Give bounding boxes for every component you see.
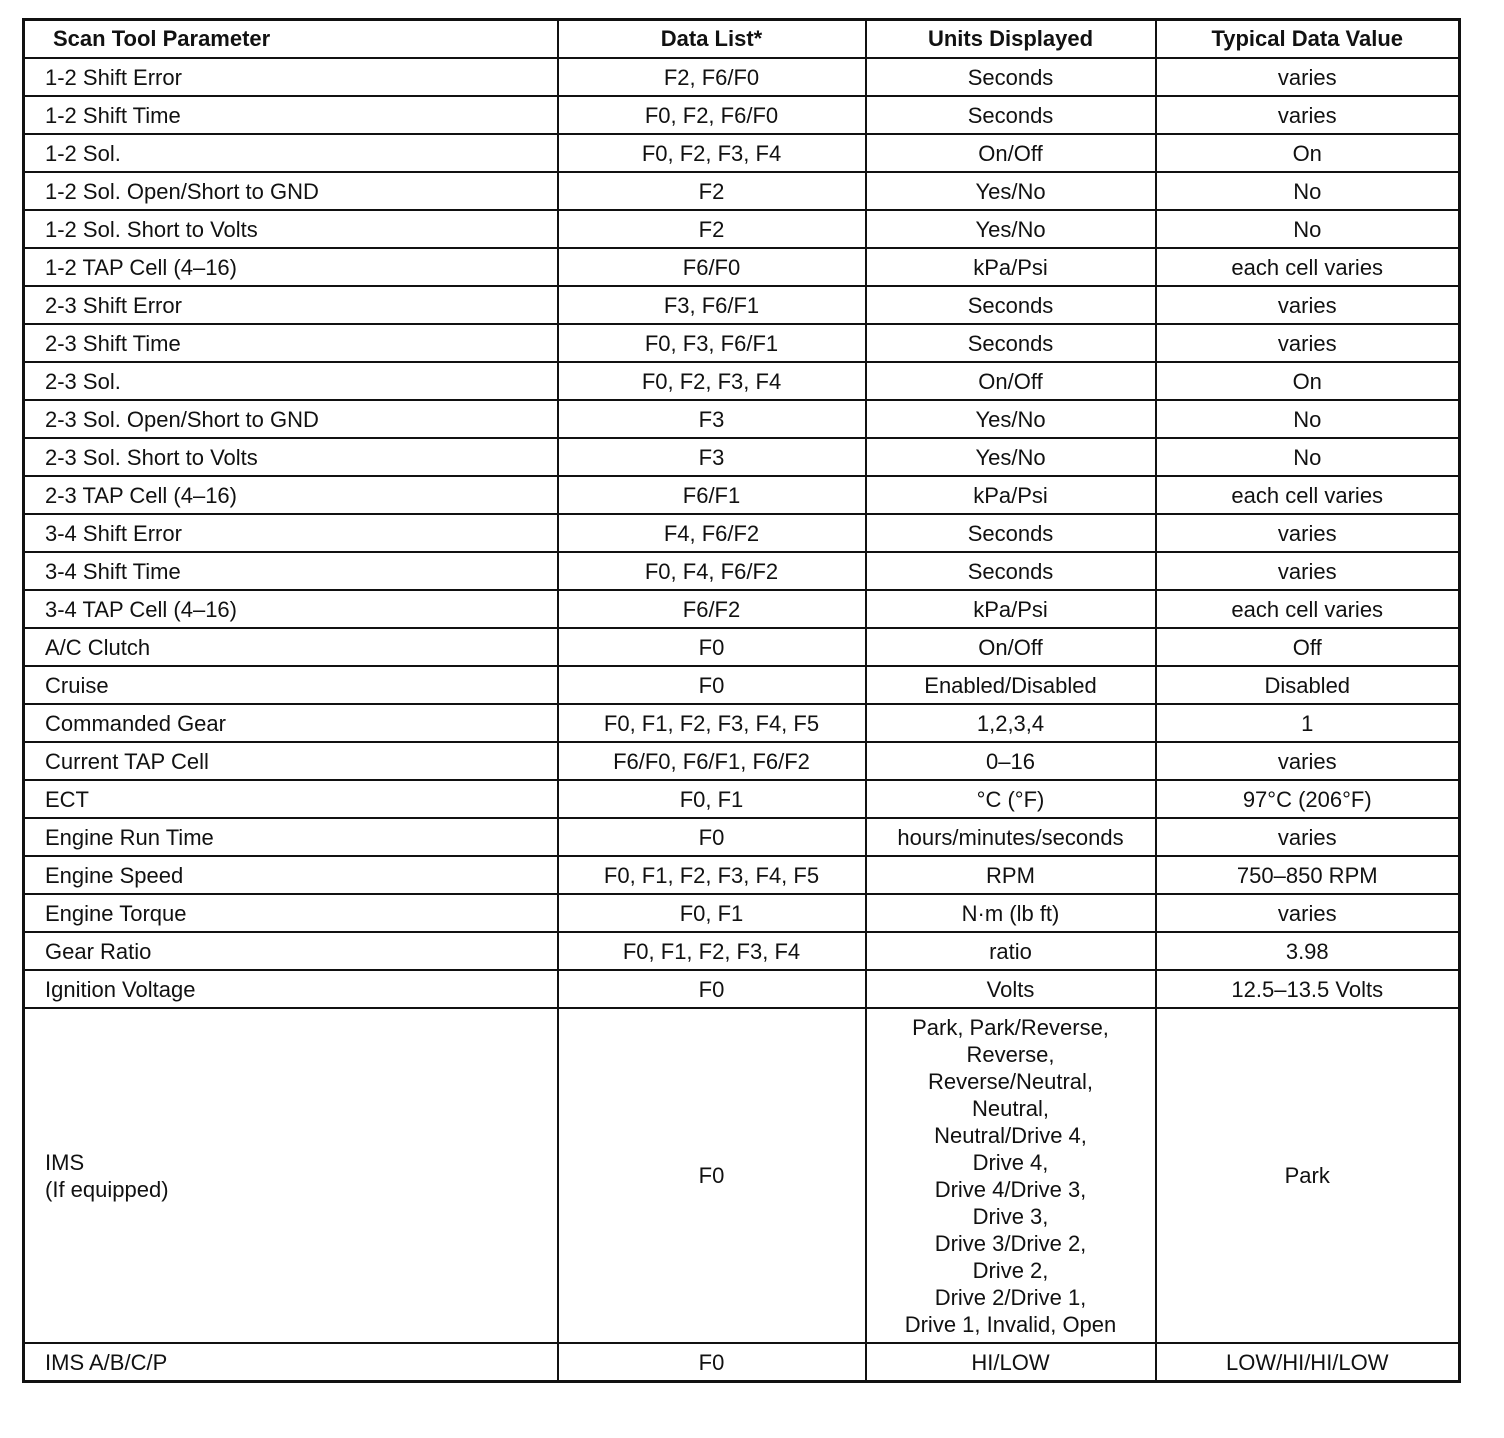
cell-data-list-text: F0 xyxy=(698,672,725,698)
cell-typical-value-text: each cell varies xyxy=(1231,254,1384,280)
cell-data-list xyxy=(558,590,866,628)
cell-parameter-text: 2-3 Shift Time xyxy=(45,330,181,356)
cell-units-text: Park, Park/Reverse, Reverse, Reverse/Neutral, Neutral, Neutral/Drive 4, Drive 4, Drive 4/Drive 3, Drive 3, Drive 3/Drive 2, Drive 2, Drive 2/Drive 1, Drive 1, Invalid, Open xyxy=(904,1014,1117,1337)
cell-units-text: On/Off xyxy=(978,140,1043,166)
cell-data-list xyxy=(558,210,866,248)
cell-typical-value-text: Park xyxy=(1284,1163,1330,1188)
cell-units-text: On/Off xyxy=(978,634,1043,660)
cell-data-list xyxy=(558,438,866,476)
cell-typical-value-text: 97°C (206°F) xyxy=(1242,786,1372,812)
cell-parameter-text: Current TAP Cell xyxy=(45,748,209,774)
table-row xyxy=(24,1343,1460,1382)
cell-parameter-text: A/C Clutch xyxy=(45,634,151,660)
cell-data-list xyxy=(558,970,866,1008)
cell-units xyxy=(866,210,1156,248)
cell-typical-value-text: No xyxy=(1293,216,1322,242)
cell-typical-value-text: Off xyxy=(1292,634,1322,660)
cell-parameter-text: 1-2 TAP Cell (4–16) xyxy=(45,254,237,280)
cell-data-list-text: F0, F3, F6/F1 xyxy=(644,330,779,356)
cell-units-text: 0–16 xyxy=(986,748,1035,774)
cell-data-list-text: F6/F2 xyxy=(682,596,741,622)
cell-units xyxy=(866,96,1156,134)
cell-typical-value xyxy=(1156,248,1460,286)
header-typical-data-value: Typical Data Value xyxy=(1156,20,1460,59)
cell-typical-value xyxy=(1156,780,1460,818)
cell-parameter xyxy=(24,58,558,96)
cell-typical-value xyxy=(1156,742,1460,780)
table-header-row xyxy=(24,20,1460,59)
table-row xyxy=(24,96,1460,134)
cell-data-list xyxy=(558,666,866,704)
cell-units xyxy=(866,362,1156,400)
cell-parameter-text: 2-3 TAP Cell (4–16) xyxy=(45,482,237,508)
cell-units-text: RPM xyxy=(986,862,1035,888)
cell-typical-value xyxy=(1156,210,1460,248)
cell-typical-value xyxy=(1156,590,1460,628)
cell-typical-value xyxy=(1156,704,1460,742)
cell-data-list xyxy=(558,96,866,134)
cell-typical-value xyxy=(1156,134,1460,172)
cell-typical-value-text: varies xyxy=(1277,900,1337,926)
cell-units xyxy=(866,704,1156,742)
cell-typical-value xyxy=(1156,1343,1460,1382)
cell-typical-value-text: No xyxy=(1293,444,1322,470)
cell-units-text: 1,2,3,4 xyxy=(976,710,1045,736)
cell-typical-value xyxy=(1156,324,1460,362)
cell-units xyxy=(866,666,1156,704)
cell-parameter xyxy=(24,590,558,628)
table-row xyxy=(24,514,1460,552)
cell-units-text: ratio xyxy=(989,938,1032,964)
cell-data-list xyxy=(558,248,866,286)
cell-units xyxy=(866,438,1156,476)
cell-parameter xyxy=(24,970,558,1008)
cell-data-list-text: F0, F2, F6/F0 xyxy=(644,102,779,128)
cell-typical-value xyxy=(1156,172,1460,210)
cell-parameter xyxy=(24,742,558,780)
cell-typical-value-text: Disabled xyxy=(1264,672,1351,698)
cell-parameter-text: 2-3 Sol. Open/Short to GND xyxy=(45,406,319,432)
cell-data-list xyxy=(558,1343,866,1382)
cell-data-list xyxy=(558,1008,866,1343)
cell-data-list-text: F6/F0 xyxy=(682,254,741,280)
cell-units xyxy=(866,172,1156,210)
cell-data-list xyxy=(558,286,866,324)
table-row xyxy=(24,286,1460,324)
cell-typical-value xyxy=(1156,552,1460,590)
cell-units xyxy=(866,400,1156,438)
cell-data-list-text: F0, F4, F6/F2 xyxy=(644,558,779,584)
cell-parameter-text: 1-2 Shift Time xyxy=(45,102,181,128)
cell-parameter xyxy=(24,932,558,970)
table-row xyxy=(24,134,1460,172)
cell-data-list xyxy=(558,894,866,932)
table-row xyxy=(24,894,1460,932)
cell-parameter xyxy=(24,438,558,476)
cell-units xyxy=(866,552,1156,590)
cell-data-list-text: F3, F6/F1 xyxy=(663,292,760,318)
cell-units-text: kPa/Psi xyxy=(973,596,1048,622)
cell-units xyxy=(866,248,1156,286)
cell-data-list xyxy=(558,324,866,362)
cell-units xyxy=(866,324,1156,362)
cell-data-list-text: F0 xyxy=(698,1163,725,1188)
cell-typical-value xyxy=(1156,856,1460,894)
header-scan-tool-parameter: Scan Tool Parameter xyxy=(24,20,558,59)
cell-units-text: Yes/No xyxy=(975,406,1046,432)
cell-parameter-text: Gear Ratio xyxy=(45,938,152,964)
cell-parameter-text: 1-2 Sol. Short to Volts xyxy=(45,216,258,242)
table-row xyxy=(24,58,1460,96)
cell-units-text: hours/minutes/seconds xyxy=(897,824,1124,850)
cell-typical-value xyxy=(1156,400,1460,438)
cell-typical-value-text: 750–850 RPM xyxy=(1236,862,1378,888)
cell-typical-value-text: varies xyxy=(1277,824,1337,850)
cell-typical-value-text: 3.98 xyxy=(1285,938,1329,964)
cell-parameter-text: Ignition Voltage xyxy=(45,976,196,1002)
cell-units xyxy=(866,286,1156,324)
cell-typical-value xyxy=(1156,96,1460,134)
cell-data-list xyxy=(558,856,866,894)
cell-units-text: Seconds xyxy=(967,330,1054,356)
cell-typical-value-text: On xyxy=(1292,368,1322,394)
cell-units xyxy=(866,58,1156,96)
cell-units xyxy=(866,894,1156,932)
cell-units-text: kPa/Psi xyxy=(973,482,1048,508)
cell-parameter xyxy=(24,172,558,210)
cell-data-list-text: F0, F1 xyxy=(679,900,744,926)
cell-data-list xyxy=(558,552,866,590)
cell-data-list-text: F2 xyxy=(698,178,725,204)
cell-units xyxy=(866,780,1156,818)
cell-typical-value xyxy=(1156,438,1460,476)
cell-typical-value-text: varies xyxy=(1277,64,1337,90)
cell-data-list-text: F0, F1, F2, F3, F4, F5 xyxy=(603,710,820,736)
cell-parameter-text: ECT xyxy=(45,786,89,812)
cell-typical-value xyxy=(1156,362,1460,400)
cell-data-list-text: F2, F6/F0 xyxy=(663,64,760,90)
cell-data-list-text: F0, F1, F2, F3, F4, F5 xyxy=(603,862,820,888)
cell-parameter-text: IMS A/B/C/P xyxy=(45,1349,168,1375)
cell-units-text: kPa/Psi xyxy=(973,254,1048,280)
cell-data-list-text: F0 xyxy=(698,634,725,660)
cell-typical-value xyxy=(1156,970,1460,1008)
cell-data-list xyxy=(558,514,866,552)
cell-parameter-text: 1-2 Shift Error xyxy=(45,64,182,90)
cell-parameter-text: Engine Torque xyxy=(45,900,187,926)
table-row xyxy=(24,476,1460,514)
cell-units xyxy=(866,628,1156,666)
cell-data-list-text: F0 xyxy=(698,976,725,1002)
cell-data-list-text: F0, F2, F3, F4 xyxy=(641,140,782,166)
cell-parameter xyxy=(24,324,558,362)
cell-typical-value xyxy=(1156,932,1460,970)
cell-units xyxy=(866,476,1156,514)
cell-parameter xyxy=(24,96,558,134)
cell-data-list-text: F0, F2, F3, F4 xyxy=(641,368,782,394)
cell-parameter-text: 2-3 Shift Error xyxy=(45,292,182,318)
cell-typical-value-text: 1 xyxy=(1301,710,1314,736)
table-row xyxy=(24,970,1460,1008)
table-row xyxy=(24,932,1460,970)
cell-typical-value-text: each cell varies xyxy=(1231,482,1384,508)
table-row xyxy=(24,590,1460,628)
cell-parameter-text: 2-3 Sol. xyxy=(45,368,121,394)
table-row xyxy=(24,552,1460,590)
table-row xyxy=(24,628,1460,666)
cell-typical-value-text: No xyxy=(1293,406,1322,432)
cell-typical-value xyxy=(1156,666,1460,704)
cell-units-text: On/Off xyxy=(978,368,1043,394)
cell-typical-value xyxy=(1156,894,1460,932)
cell-units xyxy=(866,970,1156,1008)
cell-data-list-text: F3 xyxy=(698,444,725,470)
cell-parameter-text: 1-2 Sol. xyxy=(45,140,121,166)
table-row xyxy=(24,666,1460,704)
cell-typical-value-text: On xyxy=(1292,140,1322,166)
table-row xyxy=(24,400,1460,438)
cell-parameter-text: 3-4 Shift Time xyxy=(45,558,181,584)
cell-units xyxy=(866,1008,1156,1343)
cell-data-list xyxy=(558,780,866,818)
cell-parameter xyxy=(24,400,558,438)
cell-typical-value-text: LOW/HI/HI/LOW xyxy=(1225,1349,1389,1375)
scan-tool-data-table xyxy=(22,18,1461,1383)
cell-parameter-text: Engine Speed xyxy=(45,862,184,888)
cell-data-list-text: F6/F0, F6/F1, F6/F2 xyxy=(613,748,810,774)
cell-units xyxy=(866,818,1156,856)
cell-data-list-text: F4, F6/F2 xyxy=(663,520,760,546)
cell-typical-value-text: varies xyxy=(1277,520,1337,546)
cell-typical-value-text: varies xyxy=(1277,292,1337,318)
cell-parameter xyxy=(24,704,558,742)
cell-units-text: Yes/No xyxy=(975,444,1046,470)
cell-data-list-text: F0, F1 xyxy=(679,786,744,812)
cell-parameter xyxy=(24,666,558,704)
cell-parameter xyxy=(24,476,558,514)
cell-parameter xyxy=(24,552,558,590)
cell-typical-value-text: varies xyxy=(1277,330,1337,356)
cell-typical-value-text: varies xyxy=(1277,748,1337,774)
cell-data-list-text: F0, F1, F2, F3, F4 xyxy=(622,938,801,964)
cell-units xyxy=(866,1343,1156,1382)
cell-parameter-text: IMS (If equipped) xyxy=(45,1149,169,1202)
cell-units xyxy=(866,856,1156,894)
table-row xyxy=(24,248,1460,286)
cell-parameter xyxy=(24,818,558,856)
cell-units-text: N·m (lb ft) xyxy=(961,900,1060,926)
cell-typical-value-text: 12.5–13.5 Volts xyxy=(1231,976,1384,1002)
cell-data-list-text: F3 xyxy=(698,406,725,432)
cell-parameter xyxy=(24,210,558,248)
cell-typical-value-text: varies xyxy=(1277,102,1337,128)
cell-parameter xyxy=(24,780,558,818)
cell-parameter xyxy=(24,134,558,172)
cell-parameter xyxy=(24,894,558,932)
cell-parameter xyxy=(24,248,558,286)
cell-units xyxy=(866,742,1156,780)
cell-data-list xyxy=(558,476,866,514)
cell-units xyxy=(866,514,1156,552)
cell-units-text: Yes/No xyxy=(975,216,1046,242)
cell-data-list-text: F0 xyxy=(698,824,725,850)
cell-typical-value xyxy=(1156,628,1460,666)
table-row xyxy=(24,362,1460,400)
cell-units-text: Seconds xyxy=(967,64,1054,90)
cell-data-list xyxy=(558,628,866,666)
cell-data-list xyxy=(558,362,866,400)
cell-units-text: Seconds xyxy=(967,102,1054,128)
cell-typical-value-text: No xyxy=(1293,178,1322,204)
cell-units-text: Enabled/Disabled xyxy=(924,672,1097,698)
cell-typical-value xyxy=(1156,476,1460,514)
cell-parameter-text: Commanded Gear xyxy=(45,710,226,736)
cell-data-list xyxy=(558,932,866,970)
header-units-displayed: Units Displayed xyxy=(866,20,1156,59)
cell-parameter xyxy=(24,628,558,666)
cell-units xyxy=(866,134,1156,172)
table-body xyxy=(24,58,1460,1382)
table-row xyxy=(24,1008,1460,1343)
cell-data-list xyxy=(558,818,866,856)
cell-units-text: Seconds xyxy=(967,558,1054,584)
cell-data-list-text: F2 xyxy=(698,216,725,242)
cell-parameter xyxy=(24,514,558,552)
cell-units-text: Seconds xyxy=(967,292,1054,318)
cell-data-list xyxy=(558,134,866,172)
cell-parameter-text: 2-3 Sol. Short to Volts xyxy=(45,444,258,470)
cell-units-text: Yes/No xyxy=(975,178,1046,204)
cell-typical-value xyxy=(1156,286,1460,324)
cell-typical-value xyxy=(1156,818,1460,856)
cell-data-list xyxy=(558,172,866,210)
cell-typical-value xyxy=(1156,58,1460,96)
cell-parameter-text: 3-4 TAP Cell (4–16) xyxy=(45,596,237,622)
header-data-list: Data List* xyxy=(558,20,866,59)
table-row xyxy=(24,818,1460,856)
table-row xyxy=(24,856,1460,894)
cell-typical-value-text: each cell varies xyxy=(1231,596,1384,622)
cell-parameter-text: 3-4 Shift Error xyxy=(45,520,182,546)
cell-typical-value-text: varies xyxy=(1277,558,1337,584)
table-row xyxy=(24,210,1460,248)
cell-parameter xyxy=(24,362,558,400)
cell-parameter-text: Engine Run Time xyxy=(45,824,214,850)
cell-parameter xyxy=(24,286,558,324)
cell-typical-value xyxy=(1156,514,1460,552)
cell-parameter-text: 1-2 Sol. Open/Short to GND xyxy=(45,178,319,204)
cell-typical-value xyxy=(1156,1008,1460,1343)
cell-units xyxy=(866,590,1156,628)
table-row xyxy=(24,324,1460,362)
cell-parameter xyxy=(24,856,558,894)
table-row xyxy=(24,742,1460,780)
cell-data-list xyxy=(558,58,866,96)
cell-parameter-text: Cruise xyxy=(45,672,109,698)
cell-units-text: HI/LOW xyxy=(971,1349,1050,1375)
cell-parameter xyxy=(24,1008,558,1343)
cell-data-list xyxy=(558,400,866,438)
table-row xyxy=(24,704,1460,742)
table-row xyxy=(24,780,1460,818)
cell-units-text: °C (°F) xyxy=(976,786,1045,812)
cell-units xyxy=(866,932,1156,970)
cell-data-list xyxy=(558,742,866,780)
cell-data-list-text: F0 xyxy=(698,1349,725,1375)
cell-parameter xyxy=(24,1343,558,1382)
cell-units-text: Seconds xyxy=(967,520,1054,546)
cell-data-list xyxy=(558,704,866,742)
cell-units-text: Volts xyxy=(986,976,1035,1002)
table-row xyxy=(24,172,1460,210)
table-row xyxy=(24,438,1460,476)
cell-data-list-text: F6/F1 xyxy=(682,482,741,508)
